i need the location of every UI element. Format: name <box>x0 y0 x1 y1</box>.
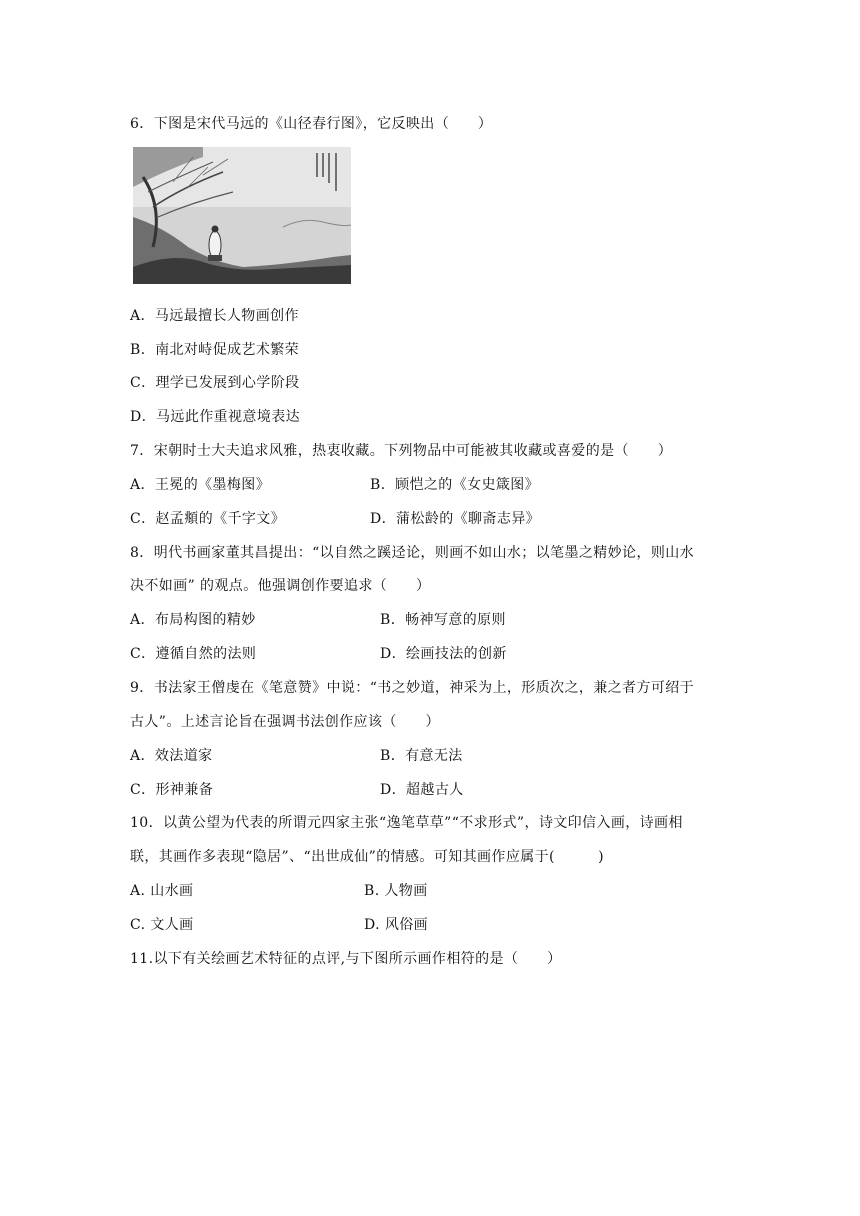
question-10-option-d: D. 风俗画 <box>364 917 429 933</box>
question-8-option-b: B．畅神写意的原则 <box>380 612 506 628</box>
question-7-option-d: D．蒲松龄的《聊斋志异》 <box>370 511 541 527</box>
question-9-stem-line-2: 古人”。上述言论旨在强调书法创作应该（ ） <box>130 714 440 730</box>
question-10-option-a: A. 山水画 <box>130 883 194 899</box>
question-9-option-b: B．有意无法 <box>380 748 463 764</box>
question-9-stem-line-1: 9．书法家王僧虔在《笔意赞》中说：“书之妙道，神采为上，形质次之，兼之者方可绍于 <box>130 680 695 696</box>
question-7-option-b: B．顾恺之的《女史箴图》 <box>370 477 540 493</box>
question-8-option-a: A．布局构图的精妙 <box>130 612 256 628</box>
question-8-stem-line-2: 决不如画” 的观点。他强调创作要追求（ ） <box>130 578 431 594</box>
question-6-option-b: B．南北对峙促成艺术繁荣 <box>130 342 300 358</box>
question-11-stem: 11.以下有关绘画艺术特征的点评,与下图所示画作相符的是（ ） <box>130 951 562 967</box>
question-9-option-a: A．效法道家 <box>130 748 213 764</box>
question-9-option-c: C．形神兼备 <box>130 782 214 798</box>
question-10-stem-line-2: 联，其画作多表现“隐居”、“出世成仙”的情感。可知其画作应属于( ) <box>130 849 604 865</box>
question-6-stem: 6．下图是宋代马远的《山径春行图》，它反映出（ ） <box>130 116 493 132</box>
question-10-option-c: C. 文人画 <box>130 917 194 933</box>
question-6-option-a: A．马远最擅长人物画创作 <box>130 308 299 324</box>
question-9-option-d: D．超越古人 <box>380 782 464 798</box>
question-7-stem: 7．宋朝时士大夫追求风雅，热衷收藏。下列物品中可能被其收藏或喜爱的是（ ） <box>130 443 673 459</box>
question-10-stem-line-1: 10．以黄公望为代表的所谓元四家主张“逸笔草草”“不求形式”，诗文印信入画，诗画相 <box>130 815 683 831</box>
question-8-option-c: C．遵循自然的法则 <box>130 646 257 662</box>
question-6-option-c: C．理学已发展到心学阶段 <box>130 375 300 391</box>
painting-image <box>133 147 351 284</box>
question-7-option-a: A．王冕的《墨梅图》 <box>130 477 271 493</box>
question-10-option-b: B. 人物画 <box>364 883 428 899</box>
question-7-option-c: C．赵孟頫的《千字文》 <box>130 511 286 527</box>
question-6-option-d: D．马远此作重视意境表达 <box>130 409 301 425</box>
question-8-option-d: D．绘画技法的创新 <box>380 646 507 662</box>
question-8-stem-line-1: 8．明代书画家董其昌提出：“以自然之蹊迳论，则画不如山水；以笔墨之精妙论，则山水 <box>130 545 695 561</box>
